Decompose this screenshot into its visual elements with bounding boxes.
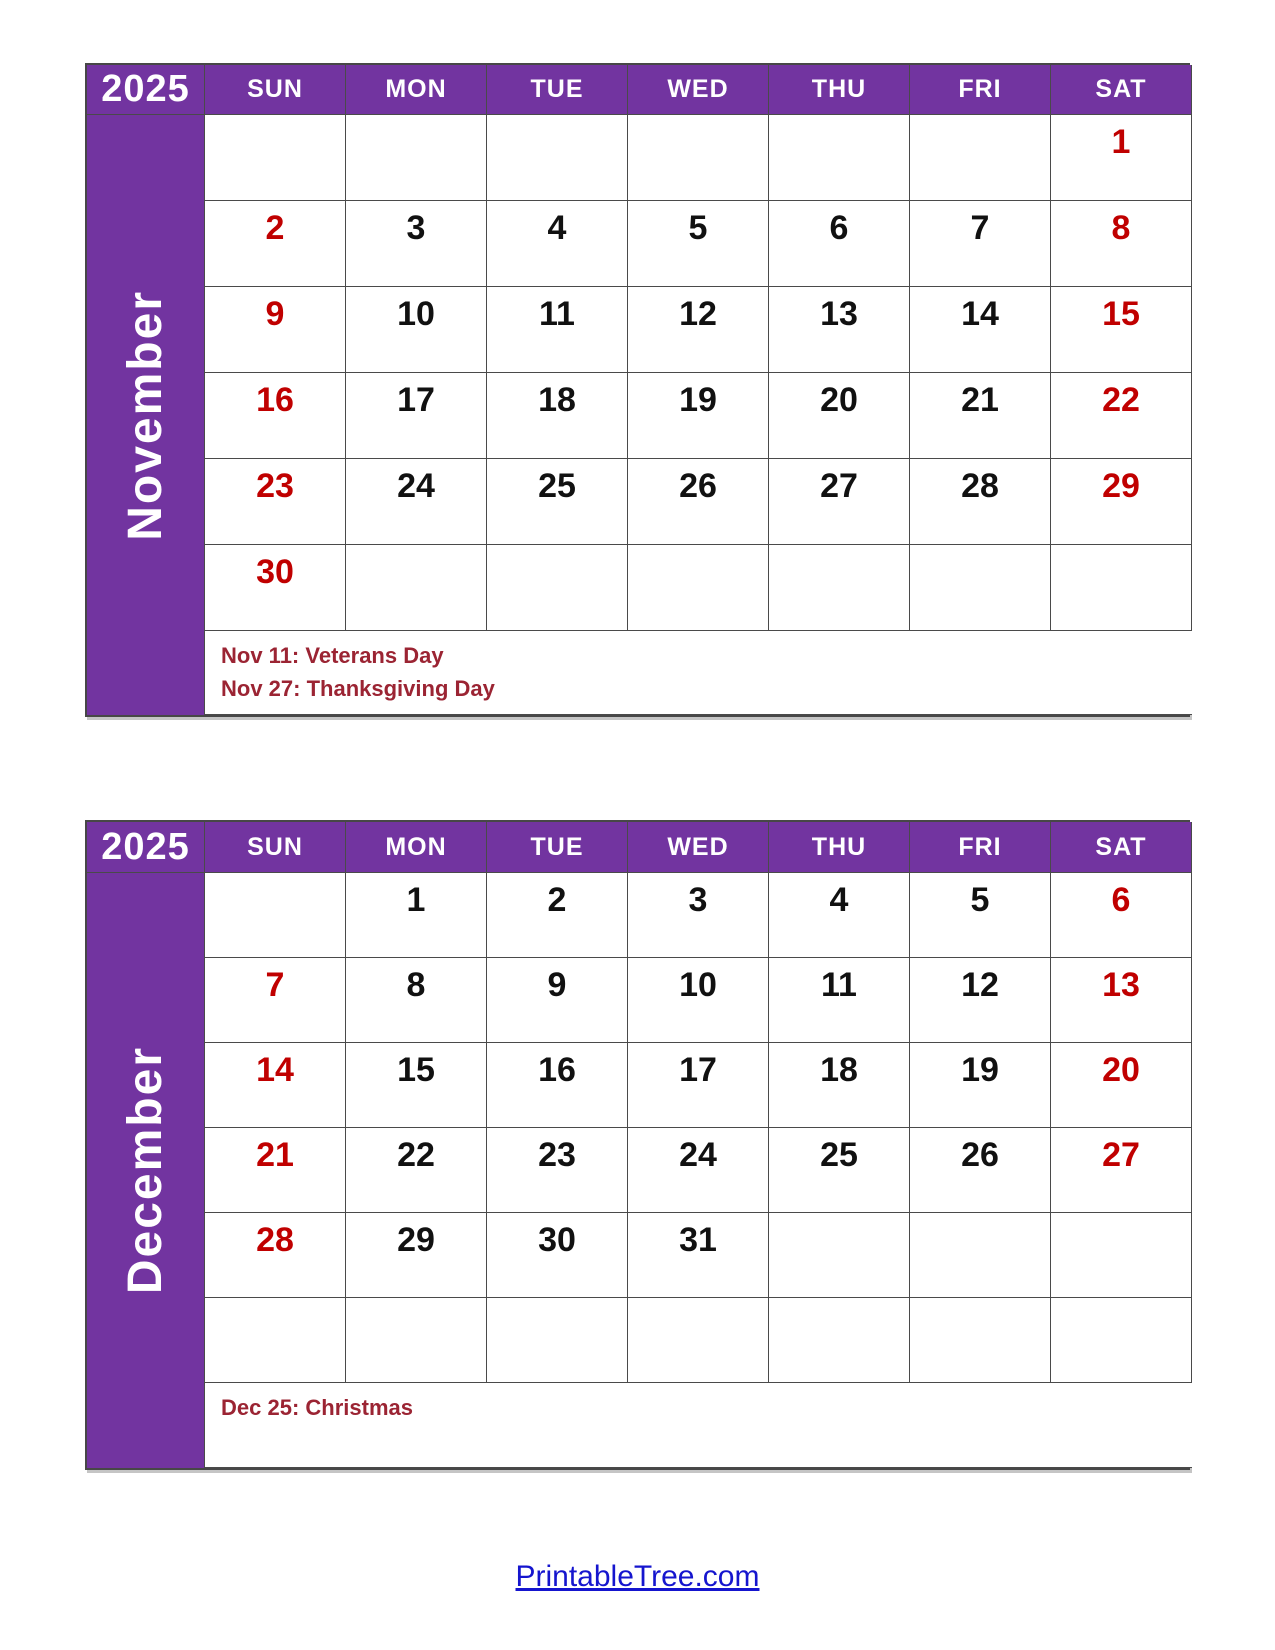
date-cell: 22: [346, 1128, 487, 1213]
date-cell: 30: [205, 545, 346, 631]
date-cell: 25: [487, 459, 628, 545]
date-cell: 27: [769, 459, 910, 545]
holiday-note: Nov 27: Thanksgiving Day: [221, 676, 495, 701]
month-sidebar: [87, 873, 205, 1468]
year-label: 2025: [87, 822, 205, 873]
holiday-note: Dec 25: Christmas: [221, 1395, 413, 1420]
holiday-notes-area: [205, 631, 1192, 715]
date-cell: [769, 115, 910, 201]
date-cell: 17: [346, 373, 487, 459]
weekday-header-fri: FRI: [910, 822, 1051, 873]
year-label: 2025: [87, 65, 205, 115]
date-cell: 25: [769, 1128, 910, 1213]
weekday-header-sat: SAT: [1051, 65, 1192, 115]
date-cell: 16: [487, 1043, 628, 1128]
calendar-november: [85, 63, 1190, 717]
weekday-header-thu: THU: [769, 822, 910, 873]
date-cell: [487, 545, 628, 631]
holiday-notes-area: [205, 1383, 1192, 1468]
date-cell: 16: [205, 373, 346, 459]
date-cell: 6: [769, 201, 910, 287]
weekday-header-fri: FRI: [910, 65, 1051, 115]
weekday-header-wed: WED: [628, 822, 769, 873]
weekday-header-sat: SAT: [1051, 822, 1192, 873]
date-cell: 7: [910, 201, 1051, 287]
date-cell: 13: [769, 287, 910, 373]
date-cell: 17: [628, 1043, 769, 1128]
date-cell: 28: [205, 1213, 346, 1298]
date-cell: 5: [910, 873, 1051, 958]
weekday-header-mon: MON: [346, 65, 487, 115]
date-cell: 6: [1051, 873, 1192, 958]
date-cell: 15: [1051, 287, 1192, 373]
date-cell: 30: [487, 1213, 628, 1298]
date-cell: 29: [1051, 459, 1192, 545]
date-cell: [910, 1213, 1051, 1298]
date-cell: 2: [487, 873, 628, 958]
date-cell: 31: [628, 1213, 769, 1298]
date-cell: 12: [628, 287, 769, 373]
weekday-header-tue: TUE: [487, 65, 628, 115]
date-cell: [346, 115, 487, 201]
date-cell: 5: [628, 201, 769, 287]
date-cell: 26: [628, 459, 769, 545]
date-cell: 28: [910, 459, 1051, 545]
date-cell: [769, 1213, 910, 1298]
date-cell: 1: [346, 873, 487, 958]
date-cell: 4: [769, 873, 910, 958]
date-cell: 20: [1051, 1043, 1192, 1128]
date-cell: [910, 545, 1051, 631]
date-cell: 10: [628, 958, 769, 1043]
date-cell: 20: [769, 373, 910, 459]
date-cell: 7: [205, 958, 346, 1043]
footer-link[interactable]: PrintableTree.com: [515, 1560, 760, 1593]
date-cell: [205, 1298, 346, 1383]
date-cell: 29: [346, 1213, 487, 1298]
date-cell: [1051, 1298, 1192, 1383]
date-cell: 21: [205, 1128, 346, 1213]
month-label: December: [119, 1046, 172, 1295]
weekday-header-sun: SUN: [205, 65, 346, 115]
date-cell: [487, 115, 628, 201]
date-cell: 24: [346, 459, 487, 545]
date-cell: 8: [1051, 201, 1192, 287]
date-cell: [205, 873, 346, 958]
month-label: November: [119, 289, 172, 541]
date-cell: 19: [910, 1043, 1051, 1128]
date-cell: 10: [346, 287, 487, 373]
date-cell: 4: [487, 201, 628, 287]
date-cell: 12: [910, 958, 1051, 1043]
date-cell: [910, 1298, 1051, 1383]
date-cell: [910, 115, 1051, 201]
date-cell: 14: [910, 287, 1051, 373]
date-cell: [628, 1298, 769, 1383]
footer: [0, 1560, 1275, 1594]
date-cell: [769, 545, 910, 631]
date-cell: 23: [205, 459, 346, 545]
date-cell: 9: [205, 287, 346, 373]
date-cell: [628, 115, 769, 201]
weekday-header-wed: WED: [628, 65, 769, 115]
date-cell: 22: [1051, 373, 1192, 459]
date-cell: [346, 1298, 487, 1383]
date-cell: [1051, 545, 1192, 631]
date-cell: 11: [769, 958, 910, 1043]
month-sidebar: [87, 115, 205, 715]
date-cell: 3: [628, 873, 769, 958]
calendar-december: [85, 820, 1190, 1470]
weekday-header-sun: SUN: [205, 822, 346, 873]
date-cell: 24: [628, 1128, 769, 1213]
date-cell: 13: [1051, 958, 1192, 1043]
date-cell: 14: [205, 1043, 346, 1128]
date-cell: 1: [1051, 115, 1192, 201]
weekday-header-mon: MON: [346, 822, 487, 873]
date-cell: 3: [346, 201, 487, 287]
date-cell: 27: [1051, 1128, 1192, 1213]
date-cell: 2: [205, 201, 346, 287]
date-cell: [628, 545, 769, 631]
date-cell: 18: [769, 1043, 910, 1128]
date-cell: 21: [910, 373, 1051, 459]
date-cell: 9: [487, 958, 628, 1043]
date-cell: [487, 1298, 628, 1383]
date-cell: 19: [628, 373, 769, 459]
holiday-note: Nov 11: Veterans Day: [221, 643, 444, 668]
date-cell: [769, 1298, 910, 1383]
weekday-header-tue: TUE: [487, 822, 628, 873]
date-cell: 15: [346, 1043, 487, 1128]
date-cell: [205, 115, 346, 201]
date-cell: 11: [487, 287, 628, 373]
weekday-header-thu: THU: [769, 65, 910, 115]
date-cell: 18: [487, 373, 628, 459]
date-cell: 23: [487, 1128, 628, 1213]
date-cell: 26: [910, 1128, 1051, 1213]
date-cell: [346, 545, 487, 631]
date-cell: 8: [346, 958, 487, 1043]
date-cell: [1051, 1213, 1192, 1298]
